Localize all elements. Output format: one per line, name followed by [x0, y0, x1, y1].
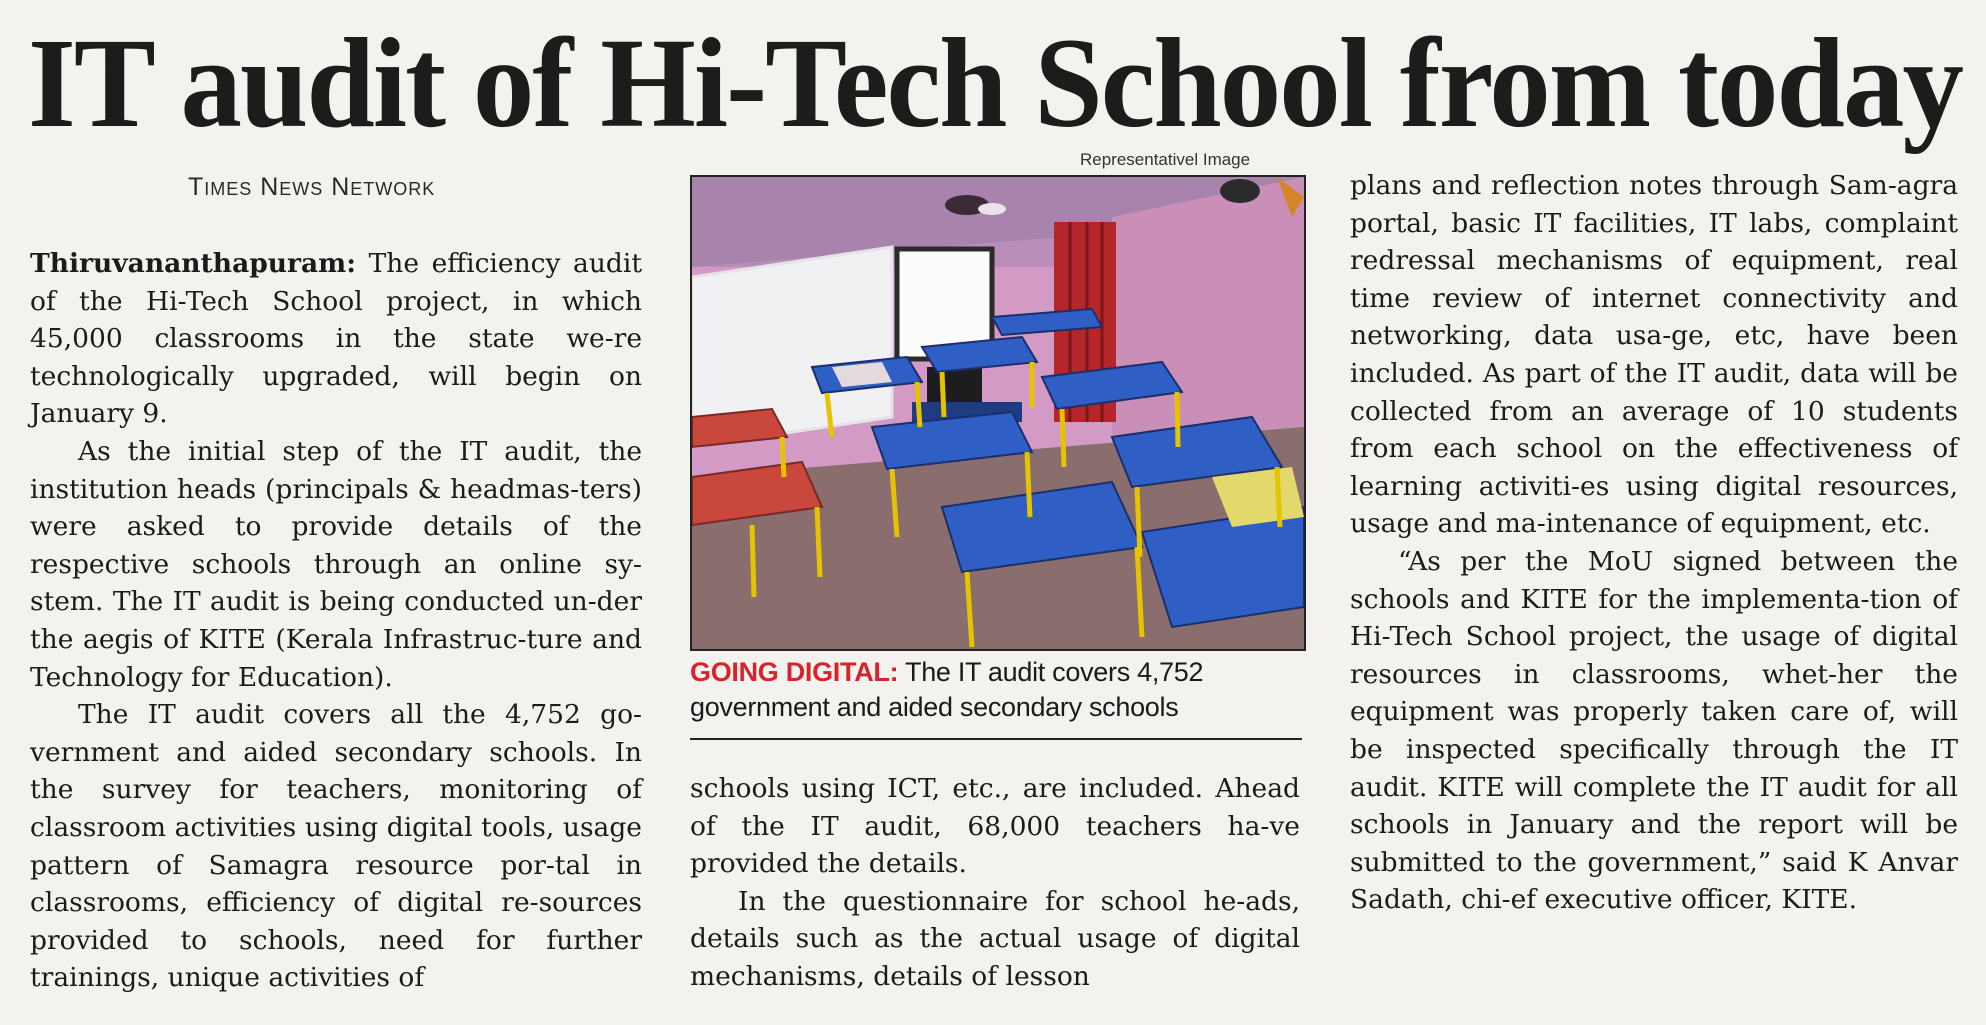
paragraph-1-text: The efficiency audit of the Hi-Tech School project, in which 45,000 classrooms in the state we-re technologically upgraded, will begin on January 9. [30, 248, 642, 430]
dateline: Thiruvananthapuram: [30, 248, 356, 279]
paragraph-1 [30, 245, 642, 433]
article-column-1 [30, 245, 642, 997]
paragraph-4-continued: plans and reflection notes through Sam-agra portal, basic IT facilities, IT labs, complaint redressal mechanisms of equipment, real time review of internet connectivity and networking, data usa-ge, etc, have been included. As part of the IT audit, data will be collected from an average of 10 students from each school on the effectiveness of learning activiti-es using digital resources, usage and ma-intenance of equipment, etc. [1350, 170, 1958, 540]
classroom-illustration [692, 177, 1304, 649]
byline: Times News Network [188, 173, 436, 201]
photo-caption [690, 655, 1302, 725]
computer [927, 367, 982, 402]
paragraph-3-continued: schools using ICT, etc., are included. Ahead of the IT audit, 68,000 teachers ha-ve provided the details. [690, 773, 1300, 880]
headline: IT audit of Hi-Tech School from today [28, 12, 1962, 154]
article-column-3 [1350, 167, 1958, 919]
paragraph-5: “As per the MoU signed between the schools and KITE for the implementa-tion of Hi-Tech School project, the usage of digital resources in classrooms, whet-her the equipment was properly taken care of, will be inspected specifically through the IT audit. KITE will complete the IT audit for all schools in January and the report will be submitted to the government,” said K Anvar Sadath, chi-ef executive officer, KITE. [1350, 545, 1958, 916]
paragraph-2: As the initial step of the IT audit, the institution heads (principals & headmas-ters) were asked to provide details of the respective schools through an online sy-stem. The IT audit is being conducted un-der the aegis of KITE (Kerala Infrastruc-ture and Technology for Education). [30, 435, 642, 693]
paragraph-4: In the questionnaire for school he-ads, details such as the actual usage of digital mechanisms, details of lesson [690, 885, 1300, 992]
classroom-photo [690, 175, 1306, 651]
caption-rule [690, 738, 1302, 740]
photo-credit: Representativel Image [1080, 150, 1251, 169]
caption-tag: GOING DIGITAL: [690, 657, 899, 687]
article-column-2 [690, 770, 1300, 996]
paragraph-3: The IT audit covers all the 4,752 go-vernment and aided secondary schools. In the survey for teachers, monitoring of classroom activities using digital tools, usage pattern of Samagra resource por-tal in classrooms, efficiency of digital re-sources provided to schools, need for further trainings, unique activities of [30, 699, 642, 994]
caption-text: The IT audit covers 4,752 government and aided secondary schools [690, 657, 1204, 722]
